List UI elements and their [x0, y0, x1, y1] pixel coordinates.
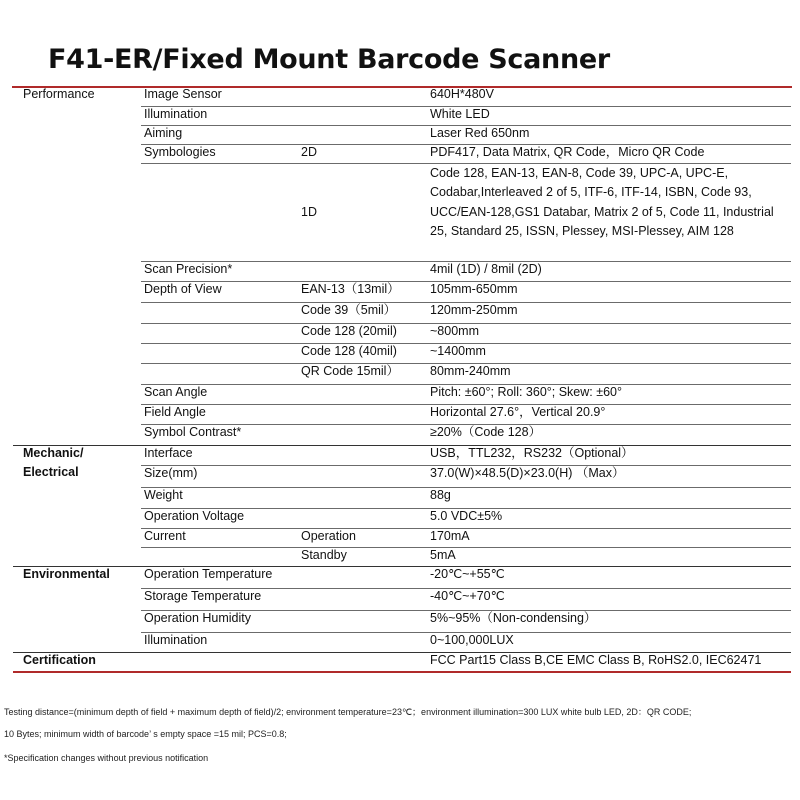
- row-label: Size(mm): [141, 465, 298, 487]
- table-row: [13, 566, 791, 588]
- row-value: 640H*480V: [428, 87, 791, 106]
- row-value: 5mA: [428, 547, 791, 566]
- row-sublabel: Operation: [298, 528, 428, 547]
- row-value: ≥20%（Code 128）: [428, 424, 791, 445]
- table-row: [13, 144, 791, 163]
- row-label: Symbologies: [141, 144, 298, 163]
- section-environmental: Environmental: [23, 566, 110, 581]
- table-row: [13, 652, 791, 672]
- row-label: Operation Temperature: [141, 566, 298, 588]
- section-performance: Performance: [23, 87, 95, 101]
- footnote-barcode: 10 Bytes; minimum width of barcode’ s empty space =15 mil; PCS=0.8;: [4, 729, 287, 739]
- row-value: -20℃~+55℃: [428, 566, 791, 588]
- row-value: 4mil (1D) / 8mil (2D): [428, 261, 791, 281]
- table-row: [13, 302, 791, 323]
- table-row: [13, 281, 791, 302]
- row-value: USB，TTL232，RS232（Optional）: [428, 445, 791, 465]
- row-label: Illumination: [141, 106, 298, 125]
- row-value: PDF417, Data Matrix, QR Code，Micro QR Code: [428, 144, 791, 163]
- table-row: [13, 528, 791, 547]
- row-value: Horizontal 27.6°，Vertical 20.9°: [428, 404, 791, 424]
- table-row: [13, 610, 791, 632]
- row-sublabel: Code 128 (20mil): [298, 323, 428, 343]
- row-value: FCC Part15 Class B,CE EMC Class B, RoHS2.0, IEC62471: [428, 652, 791, 672]
- row-value: ~800mm: [428, 323, 791, 343]
- footnote-spec-changes: *Specification changes without previous notification: [4, 753, 209, 763]
- row-sublabel: Code 39（5mil）: [298, 302, 428, 323]
- row-sublabel: 1D: [298, 163, 428, 261]
- section-certification: Certification: [13, 652, 141, 672]
- row-value: 120mm-250mm: [428, 302, 791, 323]
- section-mechanic-electrical: Mechanic/ Electrical: [23, 445, 84, 479]
- row-value: 105mm-650mm: [428, 281, 791, 302]
- row-value: 88g: [428, 487, 791, 508]
- row-label: Image Sensor: [141, 87, 298, 106]
- row-label: Symbol Contrast*: [141, 424, 298, 445]
- table-row: [13, 261, 791, 281]
- table-row: [13, 87, 791, 106]
- row-label: Scan Angle: [141, 384, 298, 404]
- table-row: [13, 106, 791, 125]
- row-label: Operation Humidity: [141, 610, 298, 632]
- row-label: Interface: [141, 445, 298, 465]
- row-sublabel: QR Code 15mil）: [298, 363, 428, 384]
- table-row: [13, 424, 791, 445]
- table-row: [13, 323, 791, 343]
- row-value: 5%~95%（Non-condensing）: [428, 610, 791, 632]
- row-label: Current: [141, 528, 298, 547]
- footnote-testing: Testing distance=(minimum depth of field + maximum depth of field)/2; environment temperature=23℃；environment illumination=300 LUX white bulb LED, 2D：QR CODE;: [4, 707, 692, 717]
- table-row: [13, 404, 791, 424]
- row-value: 5.0 VDC±5%: [428, 508, 791, 528]
- row-label: Scan Precision*: [141, 261, 298, 281]
- table-row: [13, 163, 791, 261]
- row-value: 170mA: [428, 528, 791, 547]
- table-row: [13, 508, 791, 528]
- row-label: Storage Temperature: [141, 588, 298, 610]
- row-sublabel: Standby: [298, 547, 428, 566]
- row-label: Field Angle: [141, 404, 298, 424]
- table-row: [13, 445, 791, 465]
- row-label: Aiming: [141, 125, 298, 144]
- row-value: 80mm-240mm: [428, 363, 791, 384]
- spec-table: [13, 87, 791, 673]
- row-value: ~1400mm: [428, 343, 791, 363]
- row-label: Operation Voltage: [141, 508, 298, 528]
- row-label: Depth of View: [141, 281, 298, 302]
- table-row: [13, 632, 791, 652]
- table-row: [13, 588, 791, 610]
- row-value: Laser Red 650nm: [428, 125, 791, 144]
- table-row: [13, 125, 791, 144]
- page-title: F41-ER/Fixed Mount Barcode Scanner: [48, 44, 610, 75]
- table-row: [13, 343, 791, 363]
- row-sublabel: EAN-13（13mil）: [298, 281, 428, 302]
- table-row: [13, 384, 791, 404]
- row-label: Illumination: [141, 632, 298, 652]
- row-value: Code 128, EAN-13, EAN-8, Code 39, UPC-A, UPC-E, Codabar,Interleaved 2 of 5, ITF-6, ITF-14, ISBN, Code 93, UCC/EAN-128,GS1 Databar, Matrix 2 of 5, Code 11, Industrial 25, Standard 25, ISSN, Plessey, MSI-Plessey, AIM 128: [428, 163, 791, 261]
- row-value: 37.0(W)×48.5(D)×23.0(H) （Max）: [428, 465, 791, 487]
- table-row: [13, 487, 791, 508]
- row-value: White LED: [428, 106, 791, 125]
- row-sublabel: Code 128 (40mil): [298, 343, 428, 363]
- row-value: -40℃~+70℃: [428, 588, 791, 610]
- row-value: 0~100,000LUX: [428, 632, 791, 652]
- table-row: [13, 547, 791, 566]
- table-row: [13, 363, 791, 384]
- row-value: Pitch: ±60°; Roll: 360°; Skew: ±60°: [428, 384, 791, 404]
- row-label: Weight: [141, 487, 298, 508]
- row-sublabel: 2D: [298, 144, 428, 163]
